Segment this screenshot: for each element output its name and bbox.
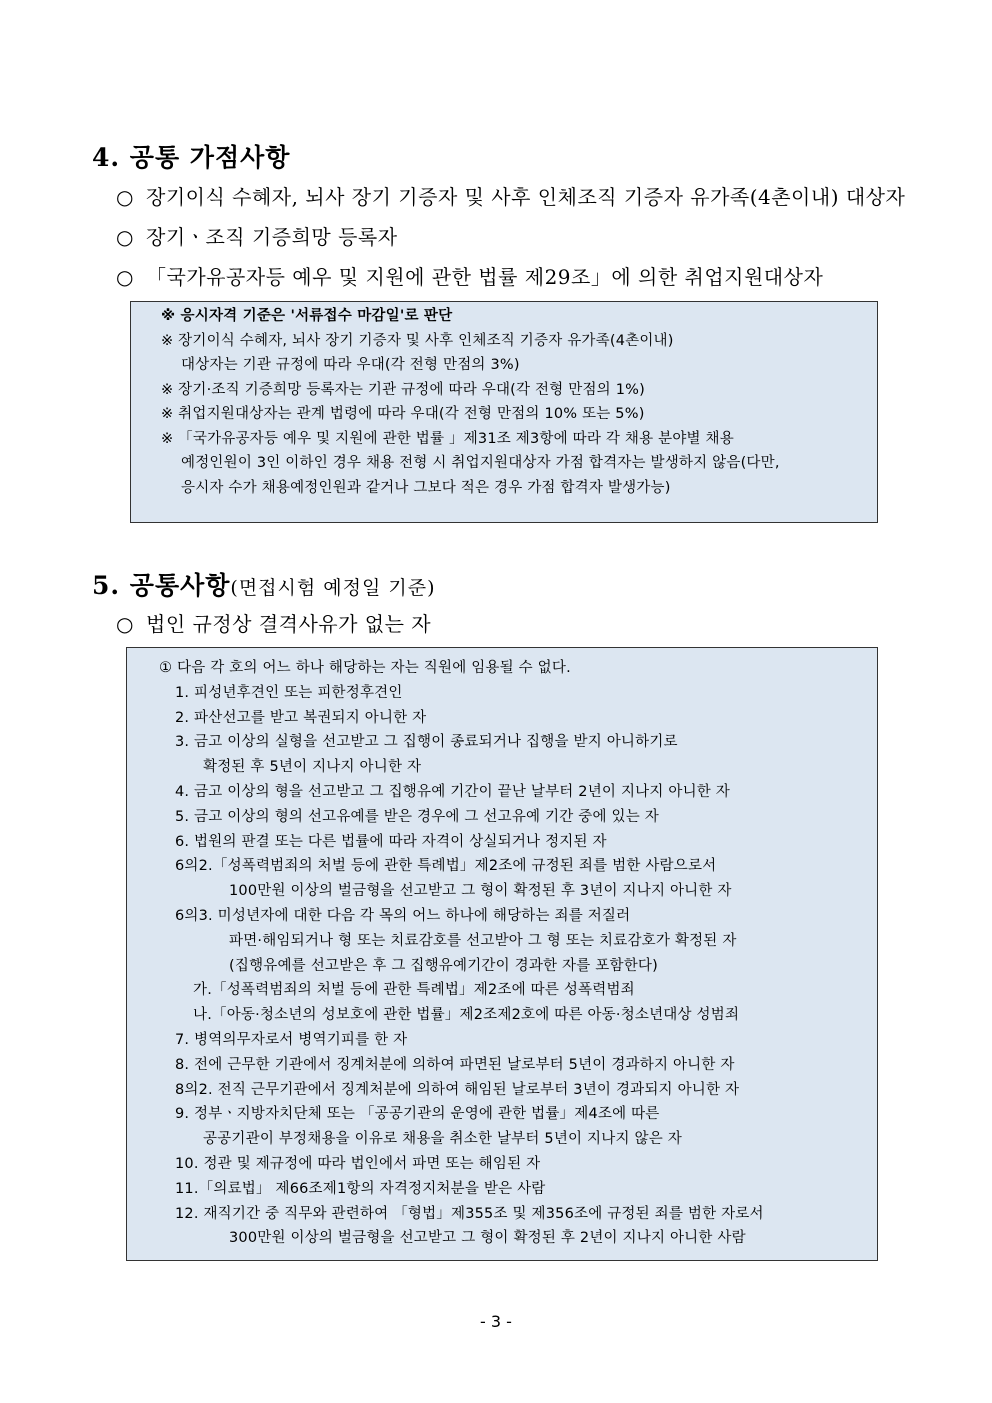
clause-line: 6. 법원의 판결 또는 다른 법률에 따라 자격이 상실되거나 정지된 자 (175, 833, 607, 850)
clause-line: 100만원 이상의 벌금형을 선고받고 그 형이 확정된 후 3년이 지나지 아니한 자 (229, 883, 732, 900)
section-5-title-text: 5. 공통사항 (92, 571, 231, 600)
circle-bullet-icon: ○ (116, 265, 134, 289)
section-4-bullet-2 (116, 221, 398, 250)
page-number: - 3 - (480, 1312, 512, 1331)
circle-bullet-icon: ○ (116, 185, 134, 209)
bullet-text: 장기ㆍ조직 기증희망 등록자 (146, 225, 398, 249)
clause-line: 1. 피성년후견인 또는 피한정후견인 (175, 684, 403, 701)
clause-line: 9. 정부ㆍ지방자치단체 또는 「공공기관의 운영에 관한 법률」제4조에 따른 (175, 1106, 660, 1123)
clause-line: 6의3. 미성년자에 대한 다음 각 목의 어느 하나에 해당하는 죄를 저질러 (175, 907, 631, 924)
clause-line: 10. 정관 및 제규정에 따라 법인에서 파면 또는 해임된 자 (175, 1155, 541, 1172)
bullet-text: 장기이식 수혜자, 뇌사 장기 기증자 및 사후 인체조직 기증자 유가족(4촌이내) 대상자 (146, 185, 906, 209)
clause-line: 확정된 후 5년이 지나지 아니한 자 (203, 759, 422, 776)
clause-line: 6의2.「성폭력범죄의 처벌 등에 관한 특례법」제2조에 규정된 죄를 범한 사람으로서 (175, 858, 717, 875)
note-line: ※ 「국가유공자등 예우 및 지원에 관한 법률 」제31조 제3항에 따라 각 채용 분야별 채용 (161, 430, 734, 447)
clause-line: 2. 파산선고를 받고 복권되지 아니한 자 (175, 709, 427, 726)
section-5-clauses-box (126, 647, 878, 1261)
note-line: ※ 장기·조직 기증희망 등록자는 기관 규정에 따라 우대(각 전형 만점의 1%) (161, 381, 645, 398)
section-5-title-sub: (면접시험 예정일 기준) (230, 577, 436, 599)
clause-line: (집행유예를 선고받은 후 그 집행유예기간이 경과한 자를 포함한다) (229, 957, 658, 974)
note-line: ※ 장기이식 수혜자, 뇌사 장기 기증자 및 사후 인체조직 기증자 유가족(4촌이내) (161, 332, 674, 349)
note-line: 예정인원이 3인 이하인 경우 채용 전형 시 취업지원대상자 가점 합격자는 발생하지 않음(다만, (181, 455, 780, 471)
note-line: 응시자 수가 채용예정인원과 같거나 그보다 적은 경우 가점 합격자 발생가능) (181, 479, 671, 496)
clause-line: 나.「아동·청소년의 성보호에 관한 법률」제2조제2호에 따른 아동·청소년대상 성범죄 (193, 1007, 740, 1024)
clause-line: 가.「성폭력범죄의 처벌 등에 관한 특례법」제2조에 따른 성폭력범죄 (193, 982, 635, 999)
note-line: ※ 취업지원대상자는 관계 법령에 따라 우대(각 전형 만점의 10% 또는 5%) (161, 406, 645, 422)
clause-line: ① 다음 각 호의 어느 하나 해당하는 자는 직원에 임용될 수 없다. (159, 660, 571, 676)
clause-line: 11.「의료법」 제66조제1항의 자격정지처분을 받은 사람 (175, 1180, 546, 1197)
clause-line: 3. 금고 이상의 실형을 선고받고 그 집행이 종료되거나 집행을 받지 아니하기로 (175, 734, 678, 751)
section-4-bullet-3 (116, 261, 823, 290)
bullet-text: 법인 규정상 결격사유가 없는 자 (146, 612, 432, 636)
section-4-notes-box (130, 301, 878, 523)
clause-line: 4. 금고 이상의 형을 선고받고 그 집행유예 기간이 끝난 날부터 2년이 지나지 아니한 자 (175, 783, 731, 800)
circle-bullet-icon: ○ (116, 612, 134, 636)
clause-line: 8. 전에 근무한 기관에서 징계처분에 의하여 파면된 날로부터 5년이 경과하지 아니한 자 (175, 1056, 735, 1073)
section-4-title: 4. 공통 가점사항 (92, 143, 291, 172)
section-5-bullet (116, 608, 431, 637)
clause-line: 공공기관이 부정채용을 이유로 채용을 취소한 날부터 5년이 지나지 않은 자 (203, 1131, 682, 1148)
bullet-text: 「국가유공자등 예우 및 지원에 관한 법률 제29조」에 의한 취업지원대상자 (146, 265, 824, 289)
circle-bullet-icon: ○ (116, 225, 134, 249)
clause-line: 300만원 이상의 벌금형을 선고받고 그 형이 확정된 후 2년이 지나지 아니한 사람 (229, 1230, 746, 1247)
section-4-bullet-1 (116, 181, 905, 210)
clause-line: 7. 병역의무자로서 병역기피를 한 자 (175, 1031, 408, 1048)
clause-line: 12. 재직기간 중 직무와 관련하여 「형법」제355조 및 제356조에 규정된 죄를 범한 자로서 (175, 1205, 764, 1222)
clause-line: 5. 금고 이상의 형의 선고유예를 받은 경우에 그 선고유예 기간 중에 있는 자 (175, 808, 659, 825)
note-line: ※ 응시자격 기준은 '서류접수 마감일'로 판단 (161, 308, 453, 324)
section-5-title (92, 566, 436, 602)
clause-line: 8의2. 전직 근무기관에서 징계처분에 의하여 해임된 날로부터 3년이 경과되지 아니한 자 (175, 1081, 740, 1098)
note-line: 대상자는 기관 규정에 따라 우대(각 전형 만점의 3%) (181, 357, 520, 373)
clause-line: 파면·해임되거나 형 또는 치료감호를 선고받아 그 형 또는 치료감호가 확정된 자 (229, 932, 737, 949)
